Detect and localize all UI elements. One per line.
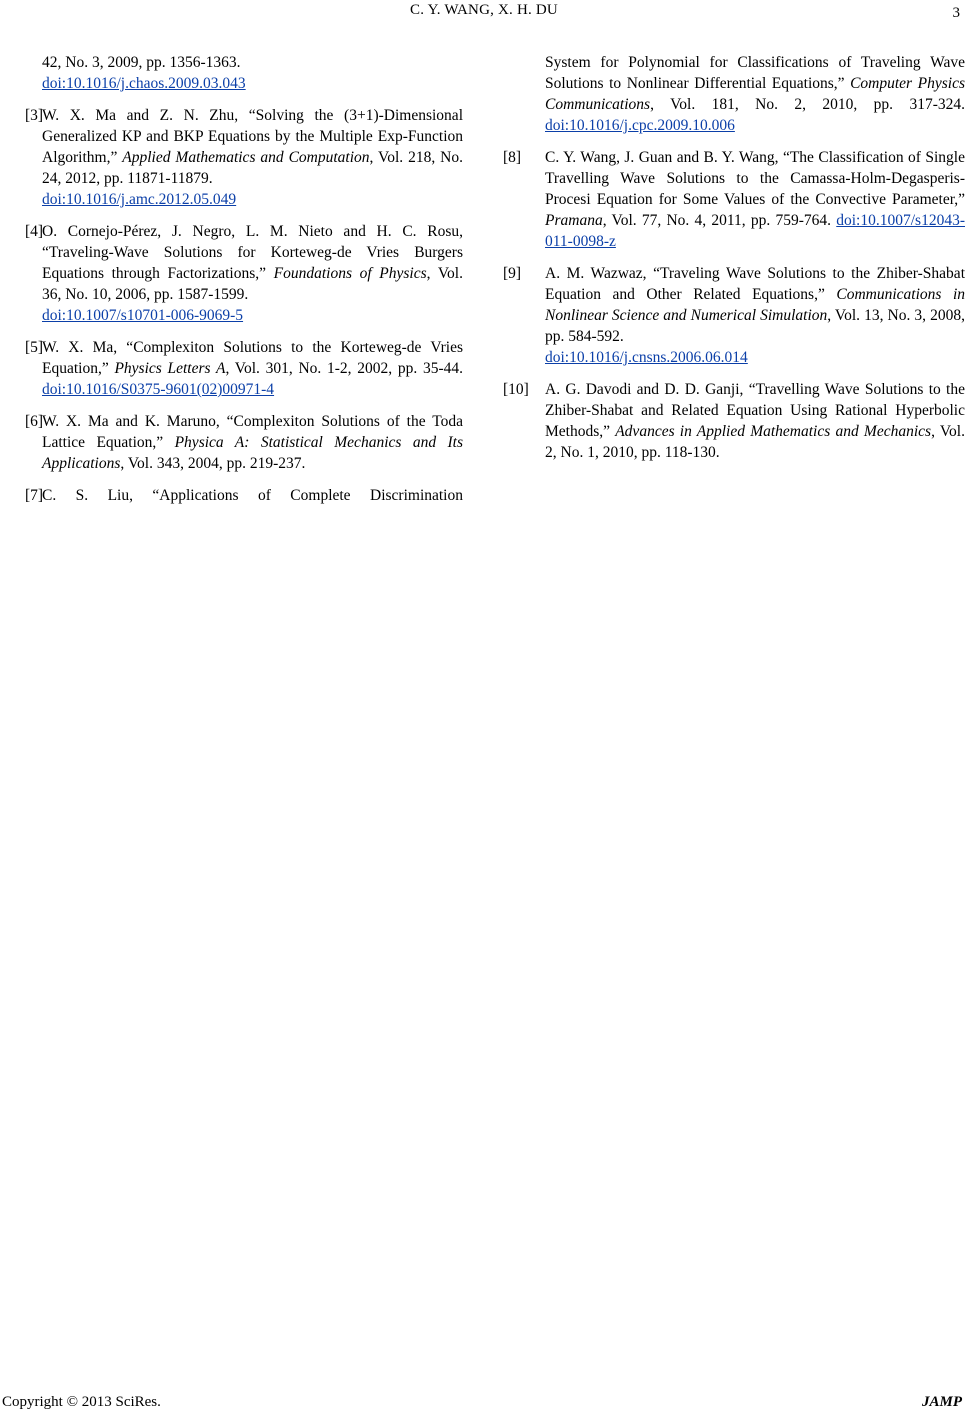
reference-details: , Vol. 181, No. 2, 2010, pp. 317-324. [650,96,965,113]
reference-text: W. X. Ma and K. Maruno, “Complexiton Solutions of the Toda Lattice Equation,” [42,413,463,451]
reference-text: A. G. Davodi and D. D. Ganji, “Travelling Wave Solutions to the Zhiber-Shabat and Related Equation Using Rational Hyperbolic Methods,” [545,381,965,440]
page-header [0,0,968,24]
reference-details: , Vol. 77, No. 4, 2011, pp. 759-764. [602,212,837,229]
reference-text: C. S. Liu, “Applications of Complete Discrimination [42,487,463,504]
reference-details: , Vol. 343, 2004, pp. 219-237. [120,455,306,472]
journal-name: Applied Mathematics and Computation [122,149,370,166]
running-header-authors: C. Y. WANG, X. H. DU [410,2,558,18]
reference-text: 42, No. 3, 2009, pp. 1356-1363. [42,54,241,71]
reference-text: W. X. Ma, “Complexiton Solutions to the Korteweg-de Vries Equation,” [42,339,463,377]
reference-number: [8] [503,149,522,166]
reference-10 [503,379,965,463]
doi-link[interactable]: doi:10.1016/S0375-9601(02)00971-4 [42,381,275,398]
journal-name: Computer Physics Communications [545,75,965,113]
doi-link[interactable]: doi:10.1016/j.chaos.2009.03.043 [42,75,246,92]
reference-number: [6] [25,413,44,430]
journal-name: Communications in Nonlinear Science and Numerical Simulation [545,286,965,324]
reference-text: C. Y. Wang, J. Guan and B. Y. Wang, “The Classification of Single Travelling Wave Solutions to the Camassa-Holm-Degasperis-Procesi Equation for Some Values of the Convective Parameter,” [545,149,965,208]
reference-text: A. M. Wazwaz, “Traveling Wave Solutions to the Zhiber-Shabat Equation and Other Related Equations,” [545,265,965,303]
reference-details: , Vol. 13, No. 3, 2008, pp. 584-592. [545,307,965,345]
journal-name: Physica A: Statistical Mechanics and Its Applications [42,434,463,472]
journal-name: Physics Letters A [114,360,226,377]
doi-link[interactable]: doi:10.1016/j.amc.2012.05.049 [42,191,237,208]
reference-number: [3] [25,107,44,124]
reference-number: [5] [25,339,44,356]
reference-text: System for Polynomial for Classifications of Traveling Wave Solutions to Nonlinear Differential Equations,” [545,54,965,92]
right-column [503,52,965,474]
reference-number: [7] [25,487,44,504]
reference-number: [4] [25,223,44,240]
reference-7-continuation [503,52,965,136]
left-column [25,52,463,517]
doi-link[interactable]: doi:10.1016/j.cnsns.2006.06.014 [545,349,748,366]
page-number: 3 [952,5,960,21]
reference-text: W. X. Ma and Z. N. Zhu, “Solving the (3+1)-Dimensional Generalized KP and BKP Equations by the Multiple Exp-Function Algorithm,” [42,107,463,166]
journal-name: Foundations of Physics [273,265,427,282]
reference-9 [503,263,965,368]
reference-6 [25,411,463,474]
reference-5 [25,337,463,400]
reference-4 [25,221,463,326]
page-footer [0,1394,968,1414]
reference-3 [25,105,463,210]
reference-details: , Vol. 218, No. 24, 2012, pp. 11871-11879. [42,149,463,187]
copyright-notice: Copyright © 2013 SciRes. [2,1394,161,1410]
doi-link[interactable]: doi:10.1016/j.cpc.2009.10.006 [545,117,735,134]
reference-text: O. Cornejo-Pérez, J. Negro, L. M. Nieto and H. C. Rosu, “Traveling-Wave Solutions for Korteweg-de Vries Burgers Equations through Factorizations,” [42,223,463,282]
journal-abbreviation: JAMP [921,1394,962,1410]
doi-link[interactable]: doi:10.1007/s10701-006-9069-5 [42,307,244,324]
doi-link[interactable]: doi:10.1007/s12043-011-0098-z [545,212,965,250]
reference-details: , Vol. 2, No. 1, 2010, pp. 118-130. [545,423,965,461]
reference-continuation [25,52,463,94]
journal-name: Pramana [545,212,603,229]
reference-details: , Vol. 36, No. 10, 2006, pp. 1587-1599. [42,265,463,303]
reference-details: , Vol. 301, No. 1-2, 2002, pp. 35-44. [225,360,463,377]
reference-8 [503,147,965,252]
reference-number: [9] [503,265,522,282]
reference-number: [10] [503,381,529,398]
reference-7 [25,485,463,506]
journal-name: Advances in Applied Mathematics and Mechanics [615,423,932,440]
